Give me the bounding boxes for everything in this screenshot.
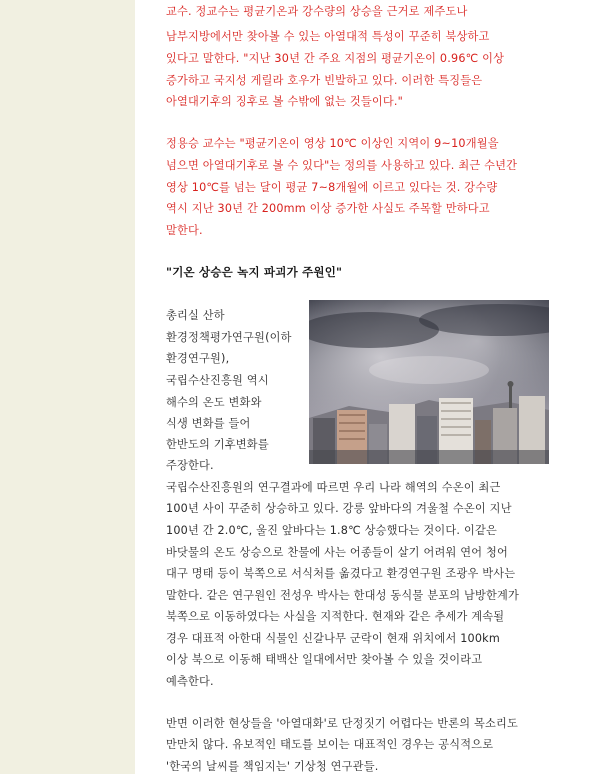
paragraph-4-line: 만만치 않다. 유보적인 태도를 보이는 대표적인 경우는 공식적으로 [166, 738, 494, 751]
paragraph-3-line: 경우 대표적 아한대 식물인 신갈나무 군락이 현재 위치에서 100km [166, 632, 500, 645]
paragraph-1-line: 교수. 정교수는 평균기온과 강수량의 상승을 근거로 제주도나 [166, 5, 468, 18]
paragraph-3-line: 대구 명태 등이 북쪽으로 서식처를 옮겼다고 환경연구원 조광우 박사는 [166, 567, 516, 580]
paragraph-2-line: 말한다. [166, 224, 203, 237]
paragraph-3-line: 주장한다. [166, 459, 214, 472]
paragraph-1-line: 증가하고 국지성 게릴라 호우가 빈발하고 있다. 이러한 특징들은 [166, 74, 483, 87]
paragraph-3-line: 100년 사이 꾸준히 상승하고 있다. 강릉 앞바다의 겨울철 수온이 지난 [166, 502, 512, 515]
section-heading: "기온 상승은 녹지 파괴가 주원인" [166, 265, 343, 279]
paragraph-3-line: 예측한다. [166, 675, 214, 688]
left-margin-band [0, 0, 135, 774]
paragraph-3-line: 환경정책평가연구원(이하 [166, 331, 292, 344]
paragraph-3-line: 100년 간 2.0℃, 울진 앞바다는 1.8℃ 상승했다는 것이다. 이같은 [166, 524, 497, 537]
paragraph-3-line: 말한다. 같은 연구원인 전성우 박사는 한대성 동식물 분포의 남방한계가 [166, 589, 520, 602]
paragraph-2-line: 역시 지난 30년 간 200mm 이상 증가한 사실도 주목할 만하다고 [166, 202, 490, 215]
paragraph-1-line: 남부지방에서만 찾아볼 수 있는 아열대적 특성이 꾸준히 북상하고 [166, 30, 490, 43]
paragraph-3-line: 한반도의 기후변화를 [166, 438, 269, 451]
city-skyline-image [309, 300, 549, 464]
paragraph-3-line: 바닷물의 온도 상승으로 찬물에 사는 어종들이 살기 어려워 연어 청어 [166, 546, 509, 559]
paragraph-3-line: 식생 변화를 들어 [166, 417, 251, 430]
paragraph-4-line: 반면 이러한 현상들을 '아열대화'로 단정짓기 어렵다는 반론의 목소리도 [166, 717, 519, 730]
paragraph-1-line: 아열대기후의 징후로 볼 수밖에 없는 것들이다." [166, 95, 404, 108]
paragraph-2-line: 영상 10℃를 넘는 달이 평균 7~8개월에 이르고 있다는 것. 강수량 [166, 181, 498, 194]
paragraph-3-line: 이상 북으로 이동해 태백산 일대에서만 찾아볼 수 있을 것이라고 [166, 653, 483, 666]
paragraph-2-line: 넘으면 아열대기후로 볼 수 있다"는 정의를 사용하고 있다. 최근 수년간 [166, 159, 518, 172]
city-skyline-photo [309, 300, 549, 464]
paragraph-3-line: 국립수산진흥원의 연구결과에 따르면 우리 나라 해역의 수온이 최근 [166, 481, 501, 494]
paragraph-2-line: 정용승 교수는 "평균기온이 영상 10℃ 이상인 지역이 9~10개월을 [166, 137, 499, 150]
paragraph-4-line: '한국의 날씨를 책임지는' 기상청 연구관들. [166, 760, 379, 773]
paragraph-3-line: 북쪽으로 이동하였다는 사실을 지적한다. 현재와 같은 추세가 계속될 [166, 610, 505, 623]
paragraph-3-line: 환경연구원), [166, 352, 230, 365]
paragraph-1-line: 있다고 말한다. "지난 30년 간 주요 지점의 평균기온이 0.96℃ 이상 [166, 52, 505, 65]
paragraph-3-line: 국립수산진흥원 역시 [166, 374, 269, 387]
paragraph-3-line: 총리실 산하 [166, 309, 225, 322]
paragraph-3-line: 해수의 온도 변화와 [166, 396, 262, 409]
